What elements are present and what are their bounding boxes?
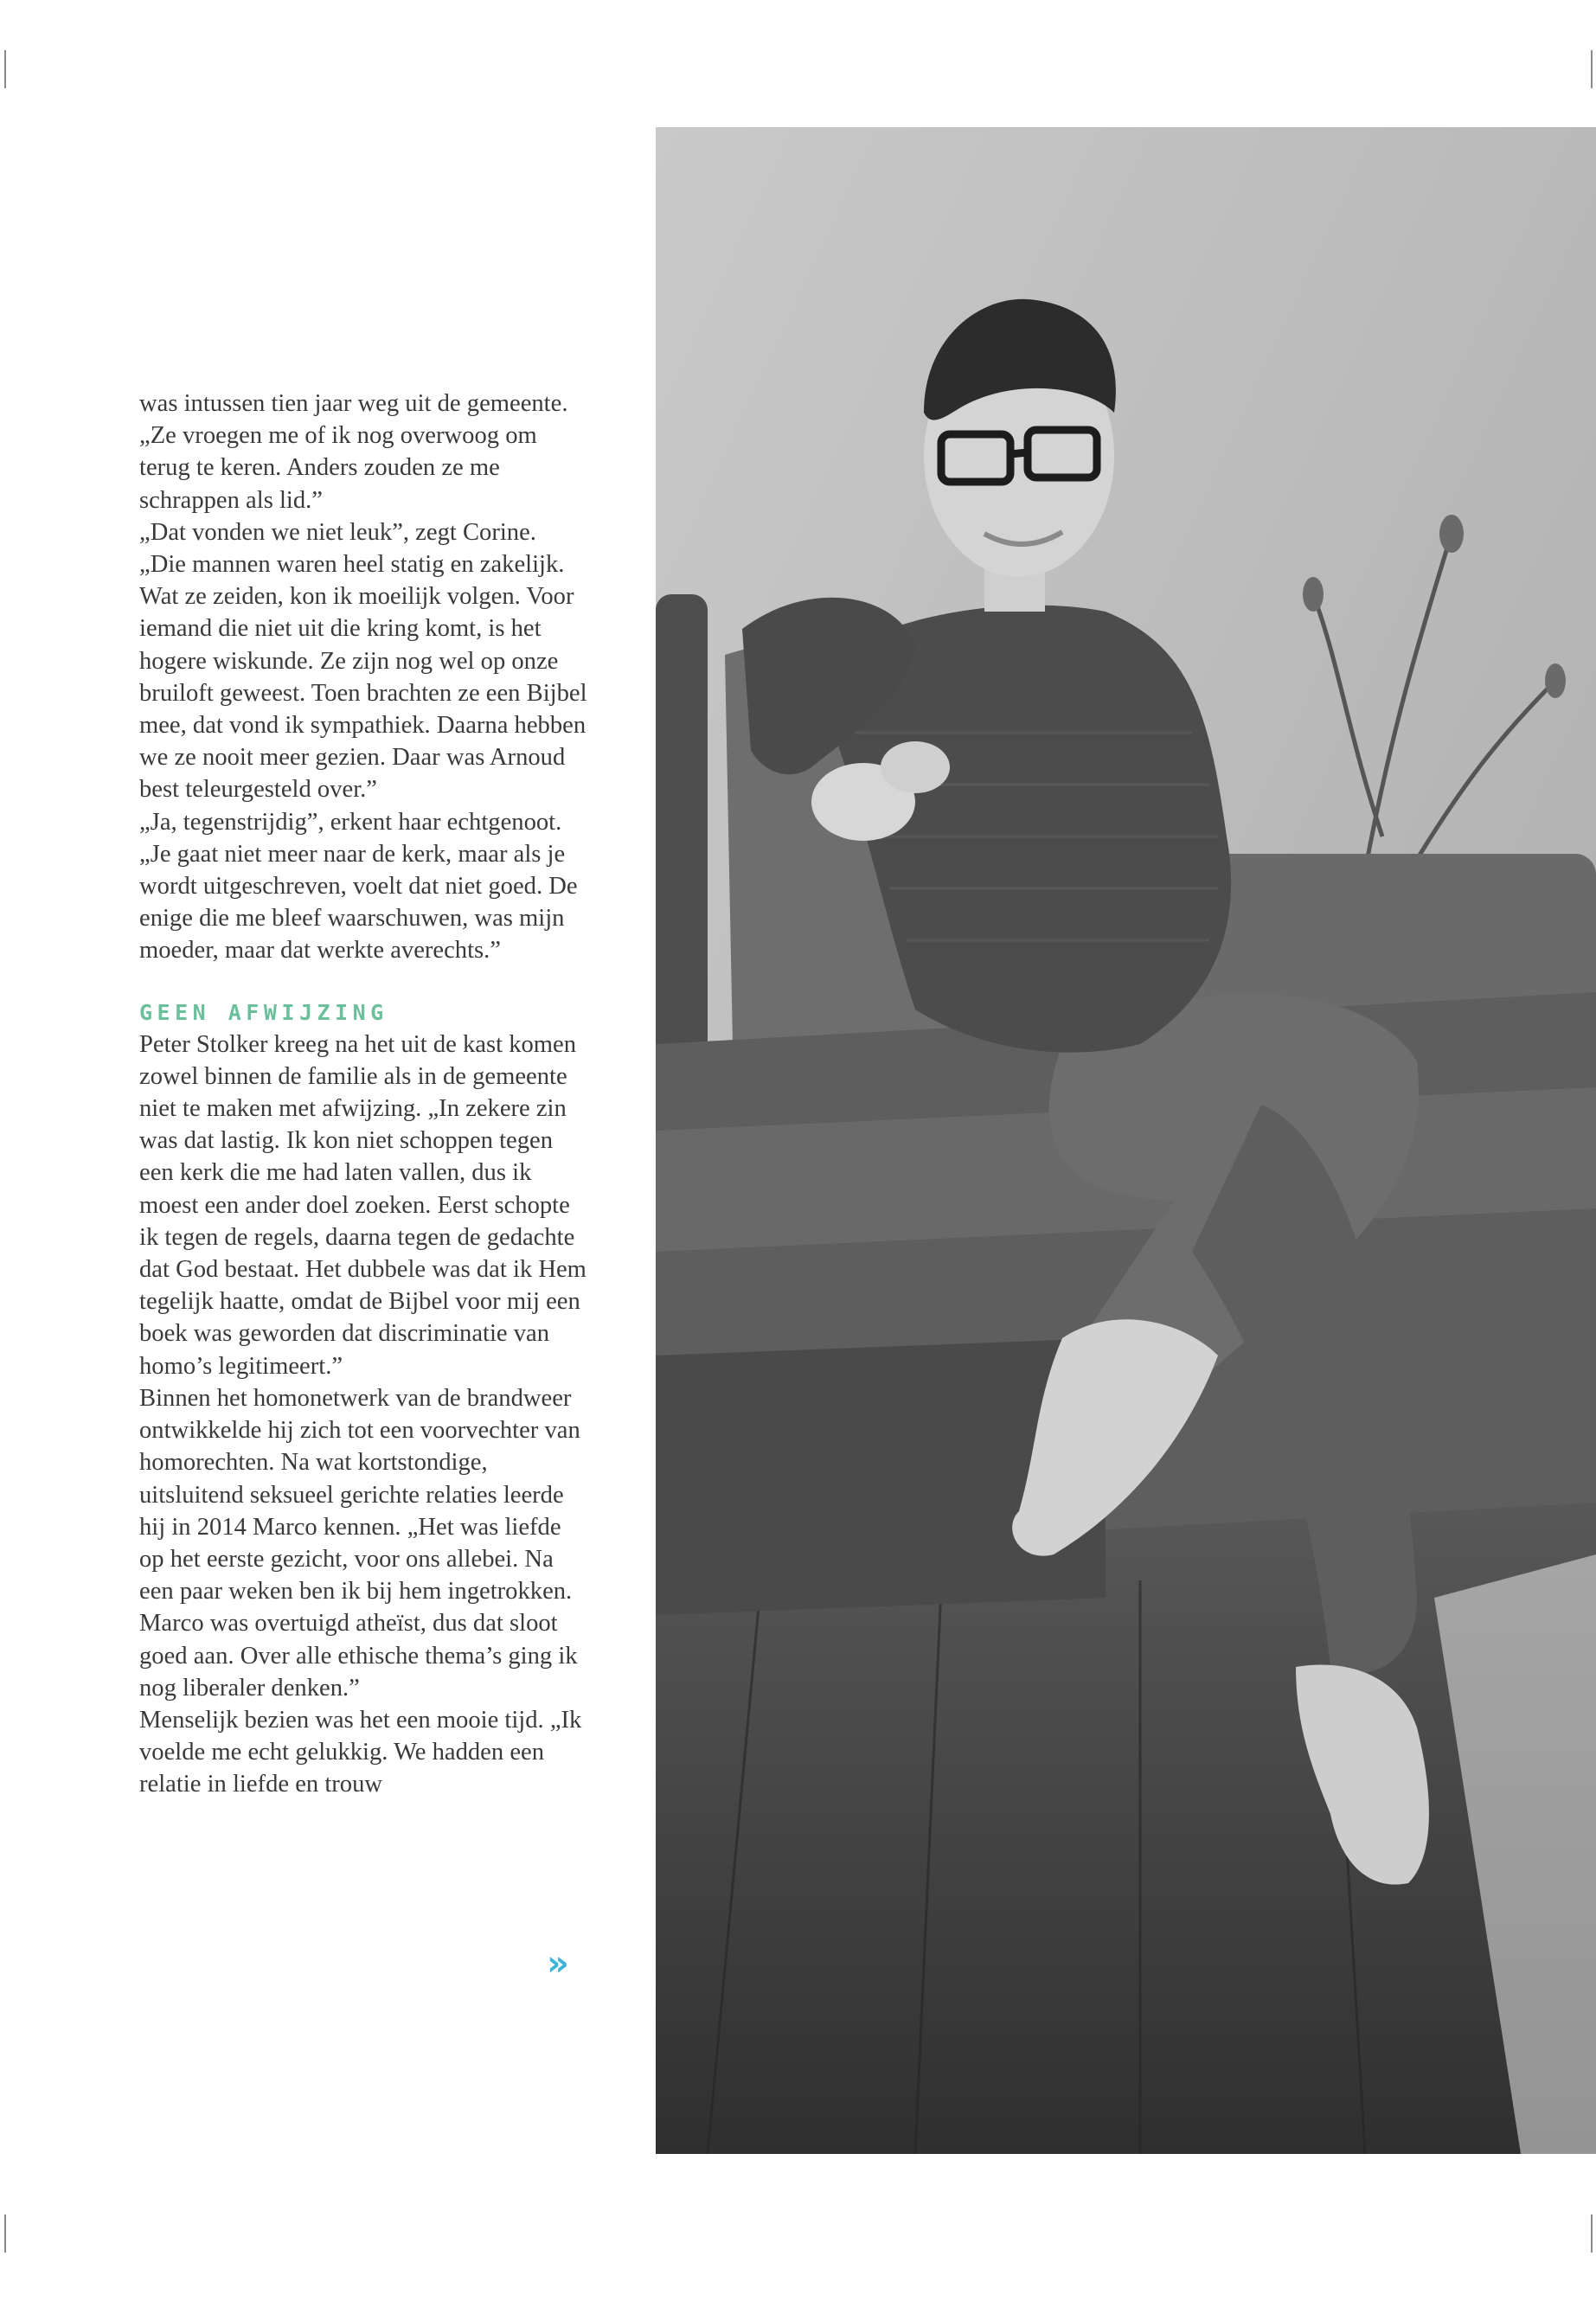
portrait-photo bbox=[656, 127, 1596, 2154]
paragraph: „Ja, tegenstrijdig”, erkent haar echtgenoot. „Je gaat niet meer naar de kerk, maar als je wordt uitgeschreven, voelt dat niet goed. De enige die me bleef waarschuwen, was mijn moeder, maar dat werkte averechts.” bbox=[139, 808, 578, 965]
paragraph: Binnen het homonetwerk van de brandweer ontwikkelde hij zich tot een voorvechter van homorechten. Na wat kortstondige, uitsluitend seksueel gerichte relaties leerde hij in 2014 Marco kennen. „Het was liefde op het eerste gezicht, voor ons allebei. Na een paar weken ben ik bij hem ingetrokken. Marco was overtuigd atheïst, dus dat sloot goed aan. Over alle ethische thema’s ging ik nog liberaler denken.” bbox=[139, 1384, 580, 1702]
paragraph: Menselijk bezien was het een mooie tijd. „Ik voelde me echt gelukkig. We hadden een relatie in liefde en trouw bbox=[139, 1706, 582, 1798]
article-column bbox=[139, 388, 589, 1801]
crop-mark-top-left bbox=[4, 50, 6, 88]
crop-mark-top-right bbox=[1591, 50, 1593, 88]
paragraph: was intussen tien jaar weg uit de gemeente. „Ze vroegen me of ik nog overwoog om terug te keren. Anders zouden ze me schrappen als lid.” bbox=[139, 390, 568, 514]
crop-mark-bottom-left bbox=[4, 2214, 6, 2253]
paragraph: „Dat vonden we niet leuk”, zegt Corine. „Die mannen waren heel statig en zakelijk. Wat ze zeiden, kon ik moeilijk volgen. Voor iemand die niet uit die kring komt, is het hogere wiskunde. Ze zijn nog wel op onze bruiloft geweest. Toen brachten ze een Bijbel mee, dat vond ik sympathiek. Daarna hebben we ze nooit meer gezien. Daar was Arnoud best teleurgesteld over.” bbox=[139, 518, 587, 804]
crop-mark-bottom-right bbox=[1591, 2214, 1593, 2253]
paragraph: Peter Stolker kreeg na het uit de kast komen zowel binnen de familie als in de gemeente niet te maken met afwijzing. „In zekere zin was dat lastig. Ik kon niet schoppen tegen een kerk die me had laten vallen, dus ik moest een ander doel zoeken. Eerst schopte ik tegen de regels, daarna tegen de gedachte dat God bestaat. Het dubbele was dat ik Hem tegelijk haatte, omdat de Bijbel voor mij een boek was geworden dat discriminatie van homo’s legitimeert.” bbox=[139, 1030, 586, 1380]
section-subheading: GEEN AFWIJZING bbox=[139, 999, 388, 1025]
double-chevron-right-icon: » bbox=[547, 1944, 569, 1984]
